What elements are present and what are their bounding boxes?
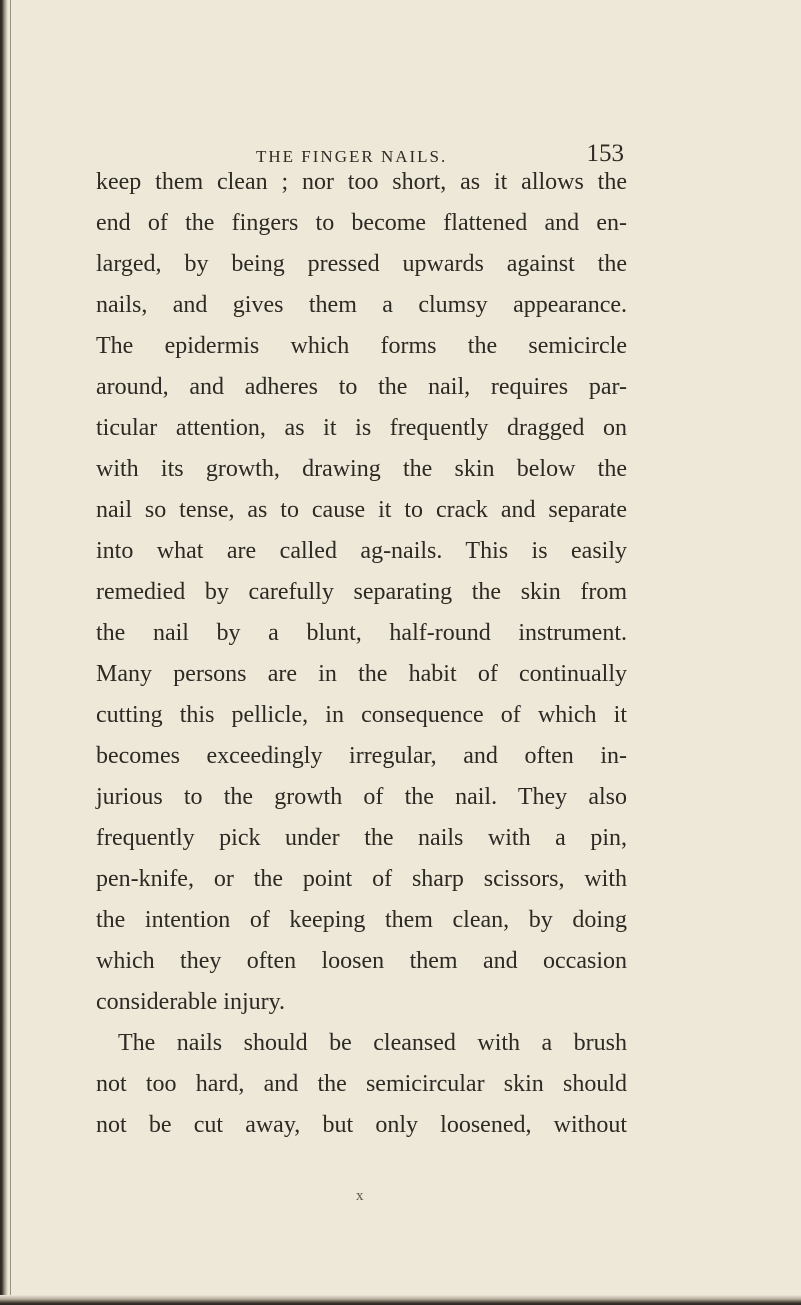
text-line: ticular attention, as it is frequently dragged on: [96, 415, 627, 441]
text-line: becomes exceedingly irregular, and often in-: [96, 743, 627, 769]
text-line: nails, and gives them a clumsy appearance.: [96, 292, 627, 318]
page-bottom-edge: [0, 1295, 801, 1305]
running-title: THE FINGER NAILS.: [256, 147, 448, 166]
text-line: with its growth, drawing the skin below the: [96, 456, 627, 482]
text-line: not be cut away, but only loosened, without: [96, 1112, 627, 1138]
text-line: into what are called ag-nails. This is easily: [96, 538, 627, 564]
text-line: considerable injury.: [96, 989, 286, 1015]
text-line: larged, by being pressed upwards against the: [96, 251, 627, 277]
text-line: Many persons are in the habit of continually: [96, 661, 627, 687]
text-line: jurious to the growth of the nail. They also: [96, 784, 627, 810]
text-line: nail so tense, as to cause it to crack and separate: [96, 497, 627, 523]
text-line: which they often loosen them and occasion: [96, 948, 627, 974]
text-line: The nails should be cleansed with a brush: [118, 1030, 627, 1056]
text-line: The epidermis which forms the semicircle: [96, 333, 627, 359]
text-line: pen-knife, or the point of sharp scissors, with: [96, 866, 627, 892]
text-line: keep them clean ; nor too short, as it allows the: [96, 169, 627, 195]
page-number: 153: [586, 140, 624, 167]
binding-edge: [0, 0, 8, 1305]
text-line: cutting this pellicle, in consequence of which it: [96, 702, 627, 728]
text-line: the intention of keeping them clean, by doing: [96, 907, 627, 933]
signature-mark: x: [356, 1188, 364, 1204]
text-line: not too hard, and the semicircular skin should: [96, 1071, 627, 1097]
text-line: the nail by a blunt, half-round instrument.: [96, 620, 627, 646]
text-line: end of the fingers to become flattened and en-: [96, 210, 627, 236]
text-line: around, and adheres to the nail, requires par-: [96, 374, 627, 400]
binding-line: [10, 0, 11, 1305]
text-line: remedied by carefully separating the skin from: [96, 579, 627, 605]
text-line: frequently pick under the nails with a pin,: [96, 825, 627, 851]
